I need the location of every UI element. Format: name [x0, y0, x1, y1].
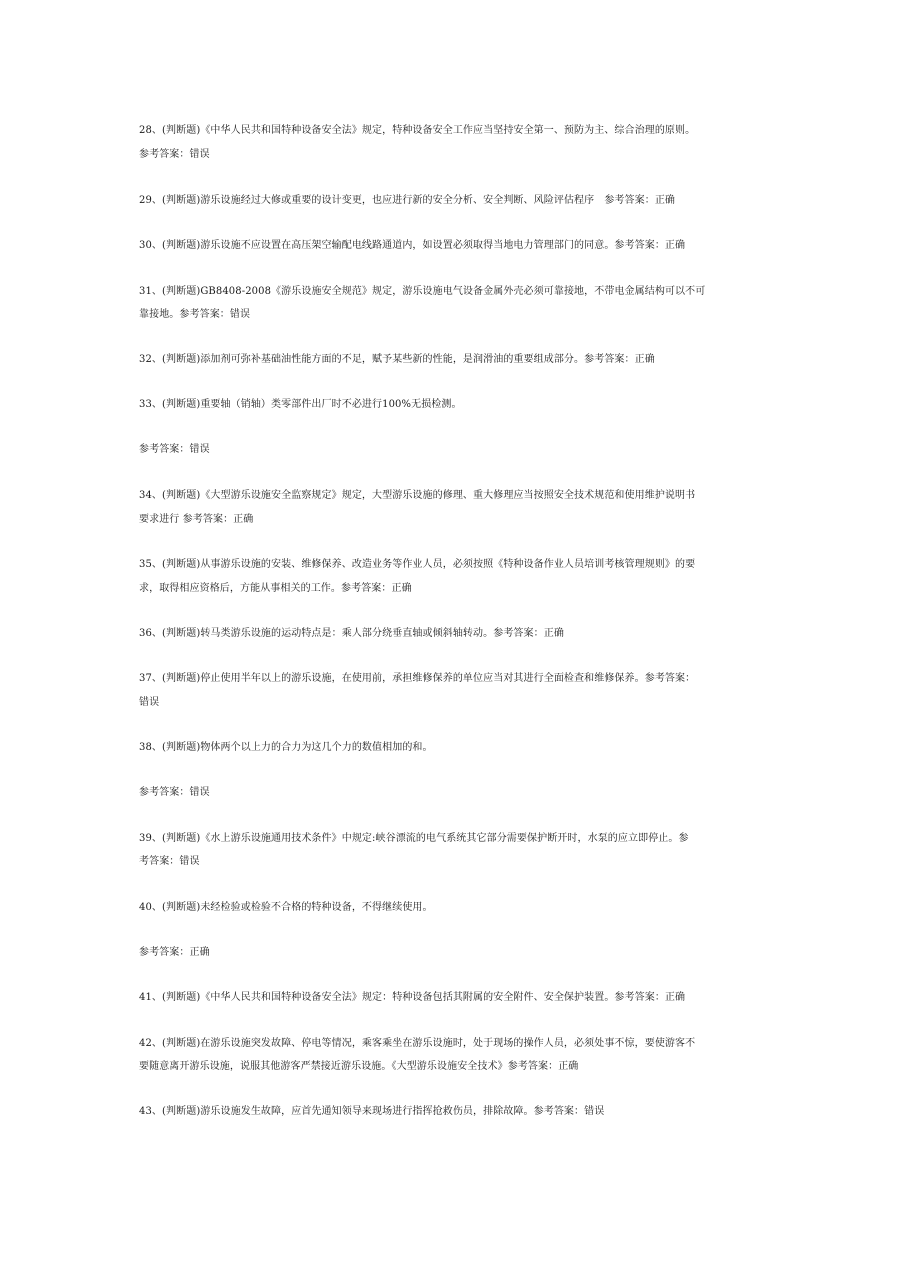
question-28-text: 28、(判断题)《中华人民共和国特种设备安全法》规定，特种设备安全工作应当坚持安全第一、预防为主、综合治理的原则。: [139, 125, 696, 136]
question-35-text: 35、(判断题)从事游乐设施的安装、维修保养、改造业务等作业人员，必须按照《特种设备作业人员培训考核管理规则》的要: [139, 559, 696, 570]
question-29-text: 29、(判断题)游乐设施经过大修或重要的设计变更，也应进行新的安全分析、安全判断、风险评估程序 参考答案：正确: [139, 195, 676, 206]
question-31-text-cont: 靠接地。参考答案：错误: [139, 309, 251, 320]
question-33-text: 33、(判断题)重要轴（销轴）类零部件出厂时不必进行100%无损检测。: [139, 399, 462, 410]
question-40-text: 40、(判断题)未经检验或检验不合格的特种设备，不得继续使用。: [139, 902, 433, 913]
question-33-answer: 参考答案：错误: [139, 444, 210, 455]
question-38-text: 38、(判断题)物体两个以上力的合力为这几个力的数值相加的和。: [139, 742, 433, 753]
question-42-text-cont: 要随意离开游乐设施，说服其他游客严禁接近游乐设施。《大型游乐设施安全技术》参考答案：正确: [139, 1061, 579, 1072]
question-36-text: 36、(判断题)转马类游乐设施的运动特点是：乘人部分绕垂直轴或倾斜轴转动。参考答案：正确: [139, 628, 564, 639]
question-37-text: 37、(判断题)停止使用半年以上的游乐设施，在使用前，承担维修保养的单位应当对其进行全面检查和维修保养。参考答案：: [139, 673, 696, 684]
question-34-text-cont: 要求进行 参考答案：正确: [139, 514, 254, 525]
question-32-text: 32、(判断题)添加剂可弥补基础油性能方面的不足，赋予某些新的性能，是润滑油的重要组成部分。参考答案：正确: [139, 354, 655, 365]
question-43-text: 43、(判断题)游乐设施发生故障，应首先通知领导来现场进行指挥抢救伤员，排除故障。参考答案：错误: [139, 1106, 605, 1117]
question-38-answer: 参考答案：错误: [139, 787, 210, 798]
question-42-text: 42、(判断题)在游乐设施突发故障、停电等情况，乘客乘坐在游乐设施时，处于现场的操作人员，必须处事不惊，要使游客不: [139, 1038, 696, 1049]
question-28-answer: 参考答案：错误: [139, 149, 210, 160]
question-31-text: 31、(判断题)GB8408-2008《游乐设施安全规范》规定，游乐设施电气设备金属外壳必须可靠接地，不带电金属结构可以不可: [139, 286, 706, 297]
question-37-text-cont: 错误: [139, 697, 160, 708]
question-35-text-cont: 求，取得相应资格后，方能从事相关的工作。参考答案：正确: [139, 583, 412, 594]
question-30-text: 30、(判断题)游乐设施不应设置在高压架空输配电线路通道内，如设置必须取得当地电力管理部门的同意。参考答案：正确: [139, 240, 686, 251]
question-39-text-cont: 考答案：错误: [139, 856, 200, 867]
question-39-text: 39、(判断题)《水上游乐设施通用技术条件》中规定:峡谷漂流的电气系统其它部分需要保护断开时，水泵的应立即停止。参: [139, 833, 689, 844]
question-41-text: 41、(判断题)《中华人民共和国特种设备安全法》规定：特种设备包括其附属的安全附件、安全保护装置。参考答案：正确: [139, 992, 686, 1003]
question-34-text: 34、(判断题)《大型游乐设施安全监察规定》规定，大型游乐设施的修理、重大修理应当按照安全技术规范和使用维护说明书: [139, 490, 696, 501]
question-40-answer: 参考答案：正确: [139, 947, 210, 958]
